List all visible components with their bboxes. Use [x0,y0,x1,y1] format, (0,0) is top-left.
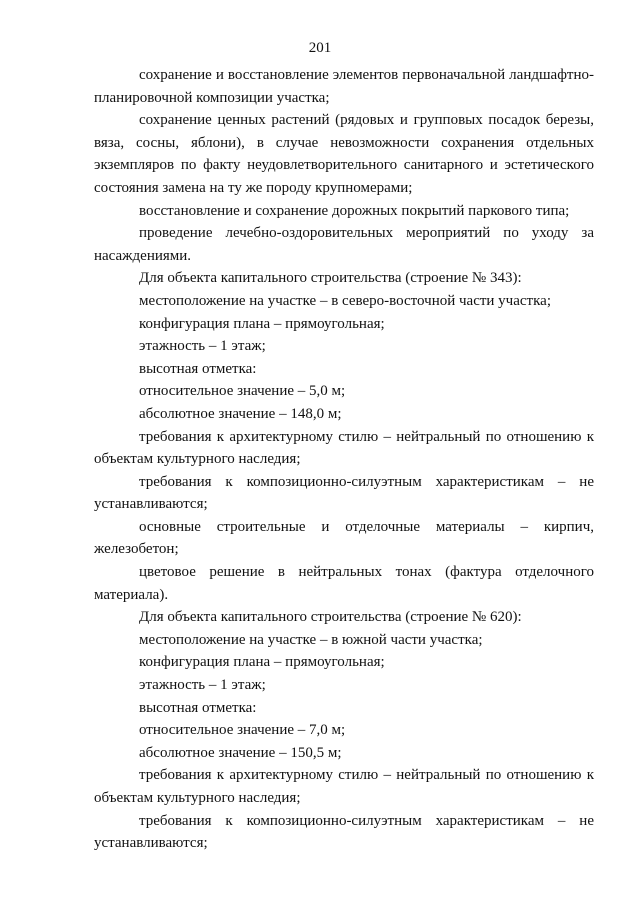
paragraph-1: сохранение и восстановление элементов первоначальной ландшафтно-планировочной композиции участка; [94,67,594,106]
paragraph-18: конфигурация плана – прямоугольная; [139,654,385,671]
paragraph-14: основные строительные и отделочные материалы – кирпич, железобетон; [94,518,594,558]
paragraph-4: проведение лечебно-оздоровительных мероприятий по уходу за насаждениями. [94,225,594,264]
document-body [94,64,594,855]
paragraph-9: высотная отметка: [139,360,257,377]
paragraph-12: требования к архитектурному стилю – нейтральный по отношению к объектам культурного наследия; [94,428,594,468]
paragraph-17: местоположение на участке – в южной части участка; [139,631,483,648]
paragraph-20: высотная отметка: [139,699,257,716]
paragraph-19: этажность – 1 этаж; [139,677,266,694]
paragraph-5: Для объекта капитального строительства (строение № 343): [139,270,522,287]
paragraph-11: абсолютное значение – 148,0 м; [139,405,342,422]
paragraph-23: требования к архитектурному стилю – нейтральный по отношению к объектам культурного наследия; [94,767,594,806]
paragraph-24: требования к композиционно-силуэтным характеристикам – не устанавливаются; [94,812,594,852]
paragraph-2: сохранение ценных растений (рядовых и групповых посадок березы, вяза, сосны, яблони), в случае невозможности сохранения отдельных экземпляров по факту неудовлетворительного санитарного и эстетического состояния замена на ту же породу крупномерами; [94,112,594,196]
paragraph-10: относительное значение – 5,0 м; [139,383,346,400]
paragraph-15: цветовое решение в нейтральных тонах (фактура отделочного материала). [94,564,594,603]
paragraph-16: Для объекта капитального строительства (строение № 620): [139,609,522,626]
paragraph-6: местоположение на участке – в северо-восточной части участка; [139,292,551,309]
paragraph-22: абсолютное значение – 150,5 м; [139,744,342,761]
paragraph-13: требования к композиционно-силуэтным характеристикам – не устанавливаются; [94,473,594,513]
paragraph-3: восстановление и сохранение дорожных покрытий паркового типа; [139,202,570,219]
paragraph-21: относительное значение – 7,0 м; [139,722,346,739]
paragraph-7: конфигурация плана – прямоугольная; [139,315,385,332]
page-number: 201 [308,40,332,56]
paragraph-8: этажность – 1 этаж; [139,338,266,355]
